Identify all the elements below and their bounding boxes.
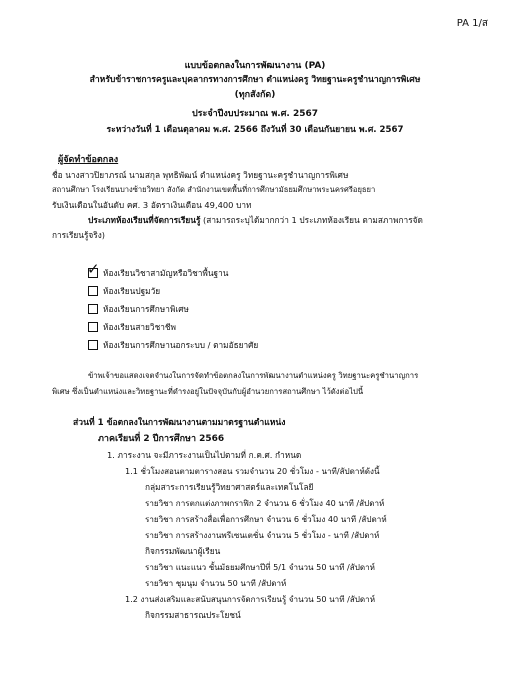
public-activity: กิจกรรมสาธารณประโยชน์	[145, 610, 241, 620]
activity-heading: กิจกรรมพัฒนาผู้เรียน	[145, 546, 221, 556]
activity-row: รายวิชา ชุมนุม จำนวน 50 นาที /สัปดาห์	[145, 578, 287, 588]
fiscal-year: ประจำปีงบประมาณ พ.ศ. 2567	[191, 109, 319, 119]
subject-row: รายวิชา การตกแต่งภาพกราฟิก 2 จำนวน 6 ชั่วโมง 40 นาที /สัปดาห์	[145, 498, 385, 508]
doc-scope: (ทุกสังกัด)	[234, 90, 276, 100]
subject-row: รายวิชา การสร้างงานพรีเซนเตชั่น จำนวน 5 ชั่วโมง - นาที /สัปดาห์	[145, 530, 380, 540]
party-school-line: สถานศึกษา โรงเรียนบางซ้ายวิทยา สังกัด สำนักงานเขตพื้นที่การศึกษามัธยมศึกษาพระนครศรีอยุธยา	[52, 185, 376, 194]
item-1: 1. ภาระงาน จะมีภาระงานเป็นไปตามที่ ก.ค.ศ. กำหนด	[107, 450, 302, 460]
checkbox[interactable]	[88, 286, 98, 296]
doc-subtitle: สำหรับข้าราชการครูและบุคลากรทางการศึกษา ตำแหน่งครู วิทยฐานะครูชำนาญการพิเศษ	[89, 75, 421, 85]
doc-title: แบบข้อตกลงในการพัฒนางาน (PA)	[184, 61, 326, 71]
checkmark-icon: ✓	[87, 260, 100, 278]
part1-heading: ส่วนที่ 1 ข้อตกลงในการพัฒนางานตามมาตรฐานตำแหน่ง	[73, 418, 286, 428]
statement-line-2: พิเศษ ซึ่งเป็นตำแหน่งและวิทยฐานะที่ดำรงอยู่ในปัจจุบันกับผู้อำนวยการสถานศึกษา ไว้ดังต่อไปนี้	[52, 387, 364, 396]
statement-line-1: ข้าพเจ้าขอแสดงเจตจำนงในการจัดทำข้อตกลงในการพัฒนางานตำแหน่งครู วิทยฐานะครูชำนาญการ	[88, 371, 419, 380]
classroom-option-label: ห้องเรียนวิชาสามัญหรือวิชาพื้นฐาน	[103, 268, 229, 278]
party-heading: ผู้จัดทำข้อตกลง	[58, 155, 119, 165]
checkbox[interactable]	[88, 322, 98, 332]
classroom-option-label: ห้องเรียนปฐมวัย	[103, 286, 161, 296]
activity-row: รายวิชา แนะแนว ชั้นมัธยมศึกษาปีที่ 5/1 จำนวน 50 นาที /สัปดาห์	[145, 562, 375, 572]
classroom-option-label: ห้องเรียนสายวิชาชีพ	[103, 322, 176, 332]
page-number: PA 1/ส	[456, 18, 488, 29]
checkbox[interactable]	[88, 340, 98, 350]
classroom-option-label: ห้องเรียนการศึกษาพิเศษ	[103, 304, 189, 314]
learning-area: กลุ่มสาระการเรียนรู้วิทยาศาสตร์และเทคโนโลยี	[145, 482, 314, 492]
semester-heading: ภาคเรียนที่ 2 ปีการศึกษา 2566	[98, 434, 225, 444]
period: ระหว่างวันที่ 1 เดือนตุลาคม พ.ศ. 2566 ถึงวันที่ 30 เดือนกันยายน พ.ศ. 2567	[106, 125, 404, 135]
party-name-line: ชื่อ นางสาวปิยาภรณ์ นามสกุล พุทธิพัฒน์ ตำแหน่งครู วิทยฐานะครูชำนาญการพิเศษ	[52, 170, 349, 180]
classroom-option-label: ห้องเรียนการศึกษานอกระบบ / ตามอัธยาศัย	[103, 340, 259, 350]
subject-row: รายวิชา การสร้างสื่อเพื่อการศึกษา จำนวน 6 ชั่วโมง 40 นาที /สัปดาห์	[145, 514, 387, 524]
item-1-2: 1.2 งานส่งเสริมและสนับสนุนการจัดการเรียนรู้ จำนวน 50 นาที /สัปดาห์	[125, 594, 376, 604]
classroom-note: (สามารถระบุได้มากกว่า 1 ประเภทห้องเรียน ตามสภาพการจัด	[200, 215, 423, 225]
item-1-1: 1.1 ชั่วโมงสอนตามตารางสอน รวมจำนวน 20 ชั่วโมง - นาที/สัปดาห์ดังนี้	[125, 466, 380, 476]
classroom-note-cont: การเรียนรู้จริง)	[52, 230, 106, 240]
checkbox[interactable]	[88, 304, 98, 314]
classroom-type-line	[88, 214, 423, 226]
party-salary-line: รับเงินเดือนในอันดับ คศ. 3 อัตราเงินเดือน 49,400 บาท	[52, 200, 252, 210]
classroom-heading: ประเภทห้องเรียนที่จัดการเรียนรู้	[88, 215, 201, 225]
